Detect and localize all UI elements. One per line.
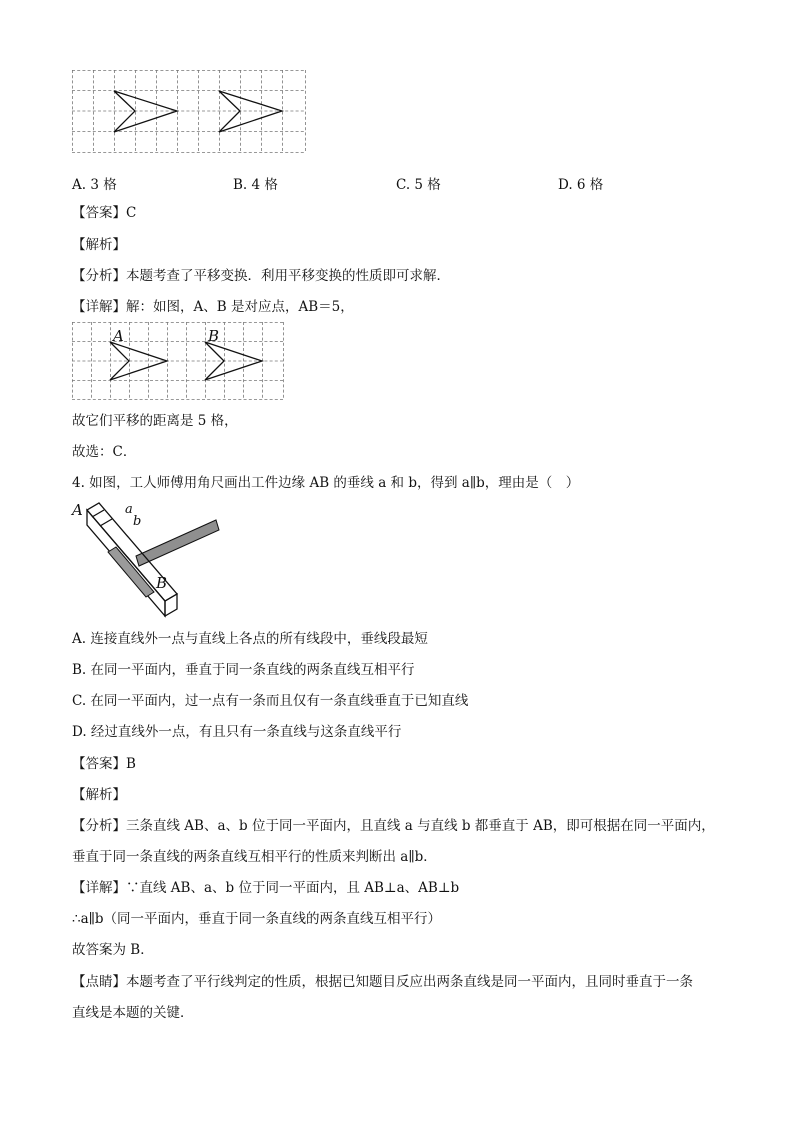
label-line-a: a xyxy=(125,502,133,517)
arrow-shape-translated xyxy=(219,91,282,132)
q4-detail-line-1: 【详解】∵直线 AB、a、b 位于同一平面内，且 AB⊥a、AB⊥b xyxy=(72,880,460,896)
translation-grid-figure xyxy=(72,70,306,153)
q3-analysis: 【分析】本题考查了平移变换．利用平移变换的性质即可求解． xyxy=(72,268,450,284)
q3-choice: 故选：C． xyxy=(72,444,137,460)
arrow-shape-original xyxy=(114,91,177,132)
q4-final-answer: 故答案为 B． xyxy=(72,942,154,958)
label-b-upper: B xyxy=(156,574,168,592)
solution-grid-figure xyxy=(72,322,284,400)
workpiece-square-figure xyxy=(70,500,220,622)
q4-analysis-line-2: 垂直于同一条直线的两条直线互相平行的性质来判断出 a∥b． xyxy=(72,849,437,865)
q3-analysis-heading: 【解析】 xyxy=(72,237,126,253)
q4-analysis-line-1: 【分析】三条直线 AB、a、b 位于同一平面内，且直线 a 与直线 b 都垂直于 AB，即可根据在同一平面内， xyxy=(72,818,715,834)
q4-comment-line-1: 【点睛】本题考查了平行线判定的性质，根据已知题目反应出两条直线是同一平面内，且同时垂直于一条 xyxy=(72,974,693,990)
q3-answer: 【答案】C xyxy=(72,205,137,221)
q3-detail: 【详解】解：如图，A、B 是对应点，AB＝5， xyxy=(72,299,354,315)
q4-stem: 4. 如图，工人师傅用角尺画出工件边缘 AB 的垂线 a 和 b，得到 a∥b，理由是（ ） xyxy=(72,475,580,491)
arrow-shape-original xyxy=(110,342,167,380)
point-label-a: A xyxy=(113,327,124,345)
q3-option-d: D. 6 格 xyxy=(558,177,604,193)
line-a xyxy=(92,510,104,517)
line-b xyxy=(100,519,112,526)
q4-comment-line-2: 直线是本题的关键． xyxy=(72,1005,194,1021)
q4-analysis-heading: 【解析】 xyxy=(72,787,126,803)
square-blade xyxy=(136,520,219,566)
q4-answer: 【答案】B xyxy=(72,756,136,772)
q4-detail-line-2: ∴a∥b（同一平面内，垂直于同一条直线的两条直线互相平行） xyxy=(72,911,442,927)
label-line-b: b xyxy=(133,514,142,529)
q3-conclusion: 故它们平移的距离是 5 格， xyxy=(72,413,238,429)
q4-option-b: B. 在同一平面内，垂直于同一条直线的两条直线互相平行 xyxy=(72,662,415,678)
q4-option-a: A. 连接直线外一点与直线上各点的所有线段中，垂线段最短 xyxy=(72,631,428,647)
q4-option-d: D. 经过直线外一点，有且只有一条直线与这条直线平行 xyxy=(72,724,402,740)
label-a-upper: A xyxy=(72,501,83,519)
grid-lines xyxy=(72,322,284,400)
q3-option-b: B. 4 格 xyxy=(233,177,278,193)
q4-option-c: C. 在同一平面内，过一点有一条而且仅有一条直线垂直于已知直线 xyxy=(72,693,469,709)
q3-option-c: C. 5 格 xyxy=(396,177,441,193)
workpiece-end xyxy=(165,594,177,616)
point-label-b: B xyxy=(208,327,220,345)
q3-option-a: A. 3 格 xyxy=(72,177,117,193)
grid-lines xyxy=(72,70,306,153)
